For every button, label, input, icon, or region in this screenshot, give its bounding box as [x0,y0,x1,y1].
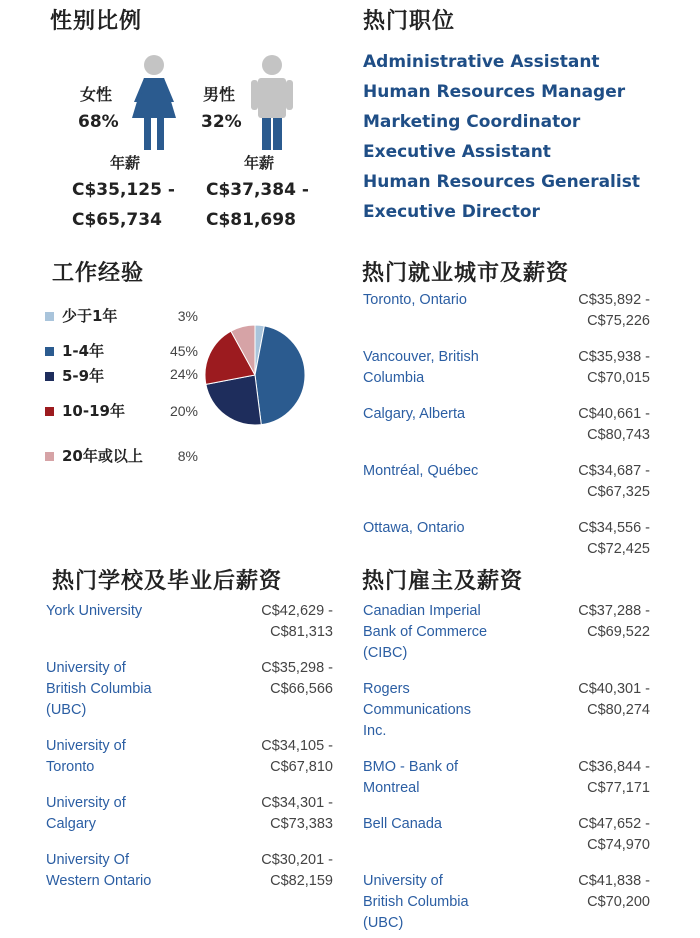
cities-item-name[interactable] [363,290,467,311]
cities-item-name-line: Calgary, Alberta [363,406,466,422]
job-item: Human Resources Generalist [363,172,640,192]
employers-item-salary-line: C$70,200 [587,894,650,910]
cities-item-name-line: Ottawa, Ontario [363,520,465,536]
cities-item-salary-line: C$67,325 [587,484,650,500]
schools-item-salary-line: C$73,383 [270,816,333,832]
legend-pct: 8% [177,448,198,464]
employers-item-salary [540,814,650,856]
schools-item-salary [223,736,333,778]
employers-item-salary-line: C$37,288 - [578,603,650,619]
schools-item-salary-line: C$42,629 - [261,603,333,619]
cities-item-salary [540,404,650,446]
female-figure-icon [128,54,180,152]
legend-pct: 3% [177,308,198,324]
male-salary-label: 年薪 [244,154,275,172]
schools-item-name-line: University of [46,660,126,676]
job-item: Administrative Assistant [363,52,600,72]
legend-label: 少于1年 [62,307,118,325]
cities-item-salary [540,518,650,560]
employers-item-salary-line: C$69,522 [587,624,650,640]
schools-item-name-line: University of [46,795,126,811]
job-item: Marketing Coordinator [363,112,581,132]
female-salary-high: C$65,734 [72,210,162,230]
cities-item-name-line: Montréal, Québec [363,463,479,479]
employers-item-name-line: Bank of Commerce [363,624,488,640]
cities-item-salary-line: C$80,743 [587,427,650,443]
schools-item-salary [223,658,333,700]
cities-item-salary-line: C$72,425 [587,541,650,557]
schools-item-name[interactable] [46,658,152,721]
male-label: 男性 [203,85,236,104]
cities-item-name-line: Columbia [363,370,425,386]
female-label: 女性 [80,85,113,104]
employers-item-salary [540,757,650,799]
cities-item-salary [540,290,650,332]
legend-label: 1-4年 [62,342,105,360]
employers-item-name-line: Communications [363,702,471,718]
cities-item-name-line: Toronto, Ontario [363,292,467,308]
legend-pct: 45% [169,343,198,359]
schools-item-salary-line: C$34,105 - [261,738,333,754]
experience-pie-chart [200,320,310,430]
schools-item-name[interactable] [46,793,126,835]
legend-label: 10-19年 [62,402,125,420]
schools-item-salary-line: C$66,566 [270,681,333,697]
employers-item-salary [540,871,650,913]
schools-item-salary-line: C$81,313 [270,624,333,640]
legend-swatch [45,452,54,461]
employers-item-name-line: (CIBC) [363,645,408,661]
cities-item-salary-line: C$34,687 - [578,463,650,479]
employers-item-name-line: Inc. [363,723,387,739]
male-salary-low: C$37,384 - [206,180,309,200]
female-pct: 68% [78,112,119,132]
employers-item-name-line: Montreal [363,780,420,796]
legend-swatch [45,372,54,381]
experience-title: 工作经验 [52,261,145,286]
employers-item-name-line: Rogers [363,681,410,697]
cities-item-salary-line: C$35,892 - [578,292,650,308]
cities-item-salary-line: C$34,556 - [578,520,650,536]
schools-item-salary [223,601,333,643]
male-salary-high: C$81,698 [206,210,296,230]
male-pct: 32% [201,112,242,132]
job-item: Human Resources Manager [363,82,626,102]
employers-item-salary-line: C$80,274 [587,702,650,718]
cities-item-salary-line: C$35,938 - [578,349,650,365]
schools-item-name-line: Western Ontario [46,873,152,889]
employers-item-salary [540,679,650,721]
schools-item-name-line: University of [46,738,126,754]
legend-pct: 24% [169,366,198,382]
employers-item-name-line: BMO - Bank of [363,759,459,775]
cities-item-name[interactable] [363,518,465,539]
employers-item-name-line: Bell Canada [363,816,442,832]
cities-item-salary-line: C$70,015 [587,370,650,386]
cities-item-name[interactable] [363,404,465,425]
employers-item-salary-line: C$74,970 [587,837,650,853]
legend-swatch [45,407,54,416]
legend-swatch [45,312,54,321]
employers-item-name[interactable] [363,757,458,799]
schools-item-name-line: University Of [46,852,129,868]
employers-item-salary-line: C$47,652 - [578,816,650,832]
female-salary-label: 年薪 [110,154,141,172]
employers-item-name[interactable] [363,814,442,835]
employers-title: 热门雇主及薪资 [362,569,524,594]
schools-item-name-line: Calgary [46,816,96,832]
female-salary-low: C$35,125 - [72,180,175,200]
employers-item-name-line: University of [363,873,443,889]
employers-item-salary-line: C$36,844 - [578,759,650,775]
schools-item-salary-line: C$82,159 [270,873,333,889]
schools-item-salary-line: C$34,301 - [261,795,333,811]
employers-item-name-line: Canadian Imperial [363,603,481,619]
legend-label: 20年或以上 [62,447,143,465]
employers-item-name[interactable] [363,601,487,664]
employers-item-salary-line: C$77,171 [587,780,650,796]
employers-item-salary-line: C$41,838 - [578,873,650,889]
schools-item-name-line: York University [46,603,143,619]
cities-item-salary [540,347,650,389]
cities-item-name[interactable] [363,461,478,482]
cities-item-name[interactable] [363,347,479,389]
schools-item-salary-line: C$35,298 - [261,660,333,676]
employers-item-name[interactable] [363,679,471,742]
schools-item-salary-line: C$30,201 - [261,852,333,868]
employers-item-name-line: (UBC) [363,915,404,931]
schools-item-salary-line: C$67,810 [270,759,333,775]
cities-item-salary-line: C$40,661 - [578,406,650,422]
legend-swatch [45,347,54,356]
job-item: Executive Assistant [363,142,551,162]
employers-item-name-line: British Columbia [363,894,469,910]
schools-item-name-line: British Columbia [46,681,152,697]
schools-item-salary [223,793,333,835]
cities-item-salary-line: C$75,226 [587,313,650,329]
cities-item-salary [540,461,650,503]
schools-item-salary [223,850,333,892]
schools-item-name-line: Toronto [46,759,95,775]
job-item: Executive Director [363,202,540,222]
cities-title: 热门就业城市及薪资 [362,261,570,286]
employers-item-salary-line: C$40,301 - [578,681,650,697]
schools-item-name[interactable] [46,736,126,778]
legend-label: 5-9年 [62,367,105,385]
cities-item-name-line: Vancouver, British [363,349,479,365]
employers-item-salary [540,601,650,643]
schools-item-name[interactable] [46,850,151,892]
schools-item-name[interactable] [46,601,142,622]
schools-title: 热门学校及毕业后薪资 [52,569,283,594]
male-figure-icon [250,54,294,152]
schools-item-name-line: (UBC) [46,702,87,718]
jobs-title: 热门职位 [363,9,456,34]
employers-item-name[interactable] [363,871,469,934]
legend-pct: 20% [169,403,198,419]
gender-title: 性别比例 [50,9,143,34]
pie-slice [255,326,305,425]
